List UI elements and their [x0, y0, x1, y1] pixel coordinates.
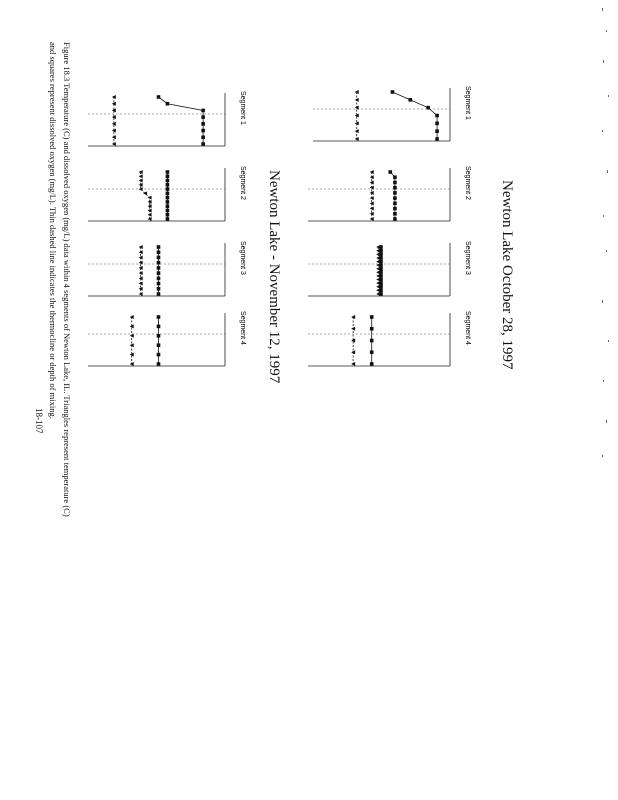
- oxygen-point: [166, 192, 170, 196]
- oxygen-point: [393, 196, 397, 200]
- oxygen-point: [391, 90, 395, 94]
- oxygen-point: [166, 174, 170, 178]
- oxygen-point: [393, 212, 397, 216]
- temperature-point: [355, 129, 359, 133]
- oxygen-point: [393, 181, 397, 185]
- page-number: 18-107: [34, 408, 44, 434]
- temperature-point: [130, 334, 134, 338]
- figure-caption-line1: Figure 18.3 Temperature (C) and dissolved oxygen (mg/L) data within 4 segments of Newton Lake, IL. Triangles represent temperature (C): [62, 42, 72, 517]
- panel-label: Segment 2: [464, 166, 471, 200]
- panel-4: [308, 311, 471, 366]
- oxygen-point: [166, 183, 170, 187]
- oxygen-point: [370, 362, 374, 366]
- panel-5: [88, 91, 246, 146]
- temperature-point: [148, 196, 152, 200]
- oxygen-point: [157, 362, 161, 366]
- panel-label: Segment 3: [239, 241, 246, 275]
- panel-1: [313, 86, 471, 141]
- oxygen-point: [393, 186, 397, 190]
- oxygen-point: [388, 170, 392, 174]
- oxygen-point: [166, 196, 170, 200]
- oxygen-point: [157, 292, 161, 296]
- oxygen-point: [166, 217, 170, 221]
- oxygen-point: [370, 315, 374, 319]
- oxygen-point: [201, 115, 205, 119]
- oxygen-point: [370, 339, 374, 343]
- oxygen-point: [201, 129, 205, 133]
- temperature-point: [351, 327, 355, 331]
- oxygen-point: [166, 209, 170, 213]
- oxygen-point: [166, 204, 170, 208]
- oxygen-point: [157, 287, 161, 291]
- oxygen-point: [166, 170, 170, 174]
- panel-2: [308, 166, 471, 221]
- oxygen-point: [201, 142, 205, 146]
- figure-caption-line2: and squares represent dissolved oxygen (mg/L). Thin dashed line indicates the thermocline or depth of mixing.: [48, 42, 58, 419]
- oxygen-line: [390, 172, 395, 219]
- oxygen-point: [157, 266, 161, 270]
- oxygen-point: [435, 129, 439, 133]
- oxygen-point: [157, 256, 161, 260]
- oxygen-point: [157, 250, 161, 254]
- temperature-point: [376, 288, 380, 292]
- oxygen-point: [157, 325, 161, 329]
- panel-6: [88, 166, 246, 221]
- title-october: Newton Lake October 28, 1997: [499, 180, 515, 370]
- oxygen-point: [393, 175, 397, 179]
- oxygen-point: [435, 122, 439, 126]
- panel-label: Segment 2: [239, 166, 246, 200]
- oxygen-point: [157, 353, 161, 357]
- oxygen-point: [157, 282, 161, 286]
- oxygen-point: [157, 343, 161, 347]
- title-november: Newton Lake - November 12, 1997: [266, 170, 282, 384]
- panel-7: [88, 241, 246, 296]
- temperature-point: [355, 98, 359, 102]
- oxygen-point: [393, 202, 397, 206]
- oxygen-point: [157, 334, 161, 338]
- panel-label: Segment 1: [464, 86, 471, 120]
- scan-edge-marks: [600, 0, 614, 800]
- panel-label: Segment 1: [239, 91, 246, 125]
- oxygen-point: [157, 271, 161, 275]
- temperature-point: [376, 274, 380, 278]
- temperature-point: [376, 278, 380, 282]
- panel-label: Segment 3: [464, 241, 471, 275]
- oxygen-point: [393, 191, 397, 195]
- oxygen-point: [157, 277, 161, 281]
- oxygen-point: [157, 261, 161, 265]
- oxygen-point: [435, 137, 439, 141]
- oxygen-point: [157, 315, 161, 319]
- oxygen-point: [435, 114, 439, 118]
- oxygen-point: [166, 179, 170, 183]
- oxygen-point: [426, 106, 430, 110]
- oxygen-point: [370, 327, 374, 331]
- oxygen-point: [157, 95, 161, 99]
- temperature-point: [376, 270, 380, 274]
- oxygen-point: [393, 207, 397, 211]
- panel-8: [88, 311, 246, 366]
- oxygen-point: [166, 102, 170, 106]
- panel-label: Segment 4: [239, 311, 246, 345]
- oxygen-point: [201, 109, 205, 113]
- temperature-point: [376, 281, 380, 285]
- oxygen-point: [393, 217, 397, 221]
- oxygen-point: [201, 135, 205, 139]
- panel-3: [308, 241, 471, 296]
- oxygen-point: [166, 187, 170, 191]
- oxygen-point: [166, 213, 170, 217]
- oxygen-point: [201, 122, 205, 126]
- temperature-point: [139, 174, 143, 178]
- temperature-point: [376, 267, 380, 271]
- oxygen-point: [370, 350, 374, 354]
- oxygen-point: [166, 200, 170, 204]
- oxygen-line: [392, 92, 437, 139]
- oxygen-point: [157, 245, 161, 249]
- oxygen-point: [408, 98, 412, 102]
- oxygen-line: [159, 97, 204, 144]
- panel-label: Segment 4: [464, 311, 471, 345]
- temperature-point: [376, 285, 380, 289]
- temperature-point: [148, 213, 152, 217]
